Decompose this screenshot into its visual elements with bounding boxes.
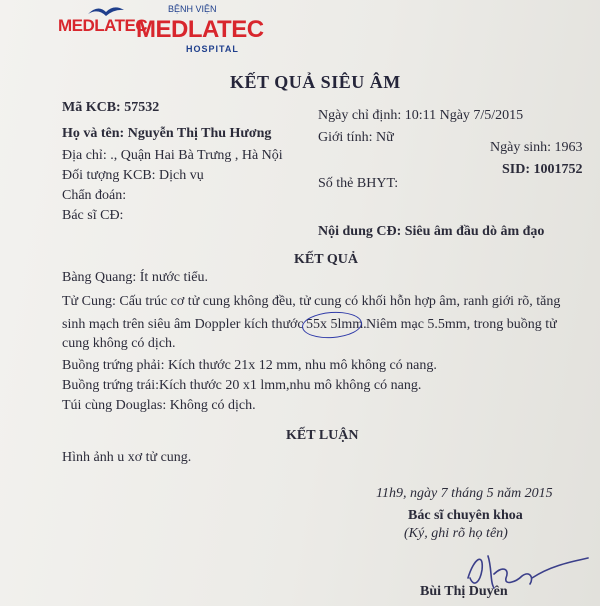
conclusion-text: Hình ảnh u xơ tử cung. (62, 450, 192, 465)
referring-doctor: Bác sĩ CĐ: (62, 208, 124, 223)
finding-uterus-line2a: sinh mạch trên siêu âm Doppler kích thước (62, 317, 304, 332)
patient-name: Họ và tên: Nguyễn Thị Thu Hương (62, 126, 272, 141)
order-content: Nội dung CĐ: Siêu âm đầu dò âm đạo (318, 224, 545, 239)
doctor-name: Bùi Thị Duyên (420, 584, 508, 599)
patient-category: Đối tượng KCB: Dịch vụ (62, 168, 204, 183)
insurance-number: Số thẻ BHYT: (318, 176, 399, 191)
signature-note: (Ký, ghi rõ họ tên) (404, 526, 508, 541)
finding-right-ovary: Buồng trứng phải: Kích thước 21x 12 mm, nhu mô không có nang. (62, 358, 437, 373)
doctor-role: Bác sĩ chuyên khoa (408, 508, 523, 523)
results-heading: KẾT QUẢ (294, 252, 358, 267)
gender: Giới tính: Nữ (318, 130, 394, 145)
brand-hospital: HOSPITAL (186, 44, 239, 54)
finding-uterus-line1: Tử Cung: Cấu trúc cơ tử cung không đều, tử cung có khối hỗn hợp âm, ranh giới rõ, tăng (62, 294, 561, 309)
finding-uterus-line2c: Niêm mạc 5.5mm, trong buồng tử (366, 317, 557, 332)
brand-benh-vien: BỆNH VIỆN (168, 4, 217, 14)
patient-address: Địa chỉ: ., Quận Hai Bà Trưng , Hà Nội (62, 148, 283, 163)
patient-code: Mã KCB: 57532 (62, 100, 160, 115)
conclusion-heading: KẾT LUẬN (286, 428, 359, 443)
report-datetime: 11h9, ngày 7 tháng 5 năm 2015 (376, 486, 553, 501)
pen-circle-annotation (301, 310, 363, 340)
finding-douglas: Túi cùng Douglas: Không có dịch. (62, 398, 256, 413)
finding-uterus-size: 55x 5lmm. (306, 317, 367, 332)
brand-small: MEDLATEC (58, 16, 148, 35)
brand-large: MEDLATEC (136, 16, 264, 43)
sample-id: SID: 1001752 (502, 162, 583, 177)
finding-bladder: Bàng Quang: Ít nước tiểu. (62, 270, 209, 285)
report-title: KẾT QUẢ SIÊU ÂM (230, 72, 401, 92)
diagnosis: Chẩn đoán: (62, 188, 127, 203)
finding-left-ovary: Buồng trứng trái:Kích thước 20 x1 lmm,nhu mô không có nang. (62, 378, 422, 393)
finding-uterus-line3: cung không có dịch. (62, 336, 176, 351)
order-date: Ngày chỉ định: 10:11 Ngày 7/5/2015 (318, 108, 524, 123)
birth-year: Ngày sinh: 1963 (490, 140, 583, 155)
